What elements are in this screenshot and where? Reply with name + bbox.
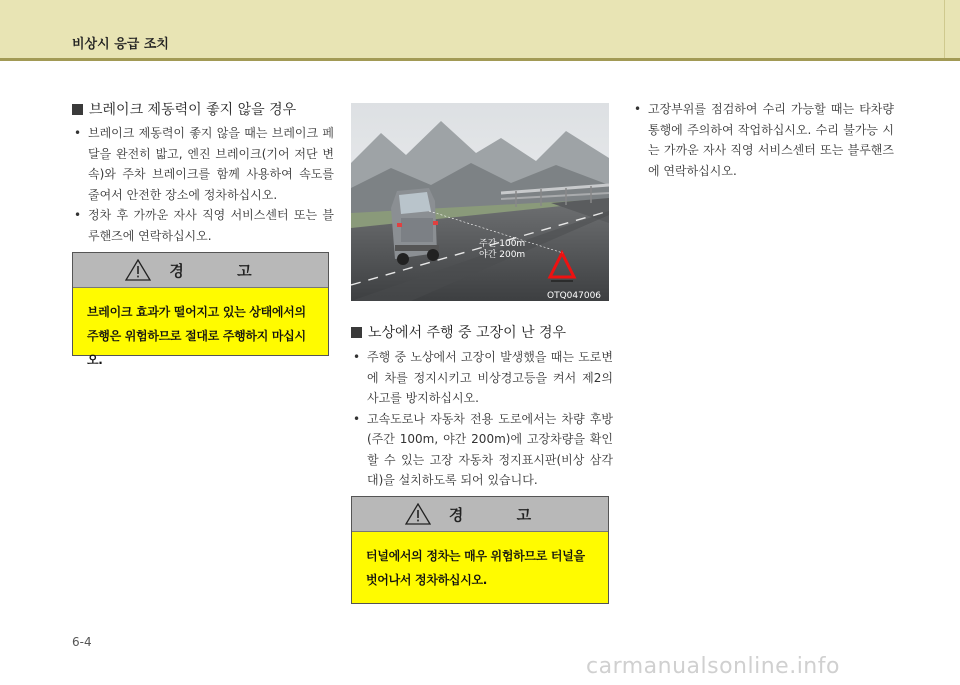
roadside-bullet-list <box>351 347 613 491</box>
repair-bullet-list <box>632 99 894 181</box>
heading-roadside <box>351 322 566 342</box>
watermark: carmanualsonline.info <box>586 654 840 679</box>
page-number: 6-4 <box>72 635 92 649</box>
warning-title: 경 고 <box>169 261 276 280</box>
header-divider <box>944 0 945 58</box>
square-bullet-icon <box>72 104 83 115</box>
heading-brake <box>72 99 296 119</box>
list-item: • 정차 후 가까운 자사 직영 서비스센터 또는 블루핸즈에 연락하십시오. <box>72 205 334 246</box>
warning-text: 터널에서의 정차는 매우 위험하므로 터널을 벗어나서 정차하십시오. <box>366 549 585 587</box>
warning-box-tunnel <box>351 496 609 604</box>
list-item: • 고장부위를 점검하여 수리 가능할 때는 타차량 통행에 주의하여 작업하십시오. 수리 불가능 시는 가까운 자사 직영 서비스센터 또는 블루핸즈에 연락하십시오. <box>632 99 894 181</box>
roadside-illustration <box>351 103 609 301</box>
header-band <box>0 0 960 58</box>
brake-bullet-list <box>72 123 334 246</box>
photo-code: OTQ047006 <box>547 291 602 301</box>
heading-brake-text: 브레이크 제동력이 좋지 않을 경우 <box>89 102 297 118</box>
roadside-scene <box>351 103 609 301</box>
section-title: 비상시 응급 조치 <box>72 37 169 52</box>
night-distance-label: 야간 200m <box>479 250 526 260</box>
warning-header <box>73 253 328 288</box>
list-item: • 브레이크 제동력이 좋지 않을 때는 브레이크 페달을 완전히 밟고, 엔진 브레이크(기어 저단 변속)와 주차 브레이크를 함께 사용하여 속도를 줄여서 안전한 장소에 정차하십시오. <box>72 123 334 205</box>
list-item: • 고속도로나 자동차 전용 도로에서는 차량 후방(주간 100m, 야간 200m)에 고장차량을 확인할 수 있는 고장 자동차 정지표시판(비상 삼각대)을 설치하도록 되어 있습니다. <box>351 409 613 491</box>
warning-box-brake <box>72 252 329 367</box>
warning-title: 경 고 <box>448 505 556 524</box>
heading-roadside-text: 노상에서 주행 중 고장이 난 경우 <box>368 325 567 341</box>
warning-triangle-icon <box>405 503 431 525</box>
list-item: • 주행 중 노상에서 고장이 발생했을 때는 도로변에 차를 정지시키고 비상경고등을 켜서 제2의 사고를 방지하십시오. <box>351 347 613 409</box>
warning-text: 브레이크 효과가 떨어지고 있는 상태에서의 주행은 위험하므로 절대로 주행하지 마십시오. <box>87 305 306 367</box>
warning-triangle-icon <box>125 259 151 281</box>
warning-header <box>352 497 608 532</box>
header-rule <box>0 58 960 61</box>
day-distance-label: 주간 100m <box>479 239 526 249</box>
van-illustration <box>391 188 439 265</box>
square-bullet-icon <box>351 327 362 338</box>
